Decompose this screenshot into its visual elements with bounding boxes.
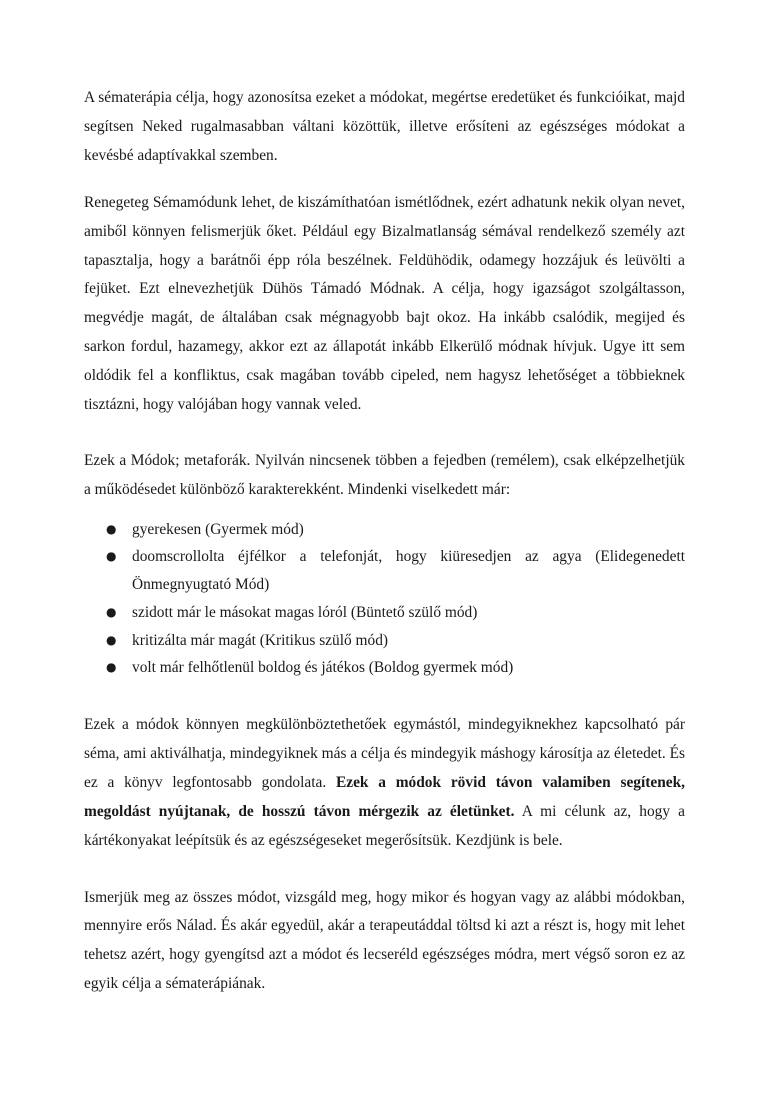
key-idea-end: A mi célunk az, hogy a kártékonyakat leépítsük és az egészségeseket megerősítsük. Kezdjünk is bele.: [84, 802, 686, 849]
paragraph-metaphors: Ezek a Módok; metaforák. Nyilván nincsenek többen a fejedben (remélem), csak elképzelhetjük a működésedet különböző karakterekként. Mindenki viselkedett már:: [84, 451, 685, 498]
list-item: ● szidott már le másokat magas lóról (Büntető szülő mód): [84, 599, 685, 627]
paragraph-schema-modes: Renegeteg Sémamódunk lehet, de kiszámíthatóan ismétlődnek, ezért adhatunk nekik olyan nevet, amiből könnyen felismerjük őket. Például egy Bizalmatlanság sémával rendelkező személy azt tapasztalja, hogy a barátnői épp róla beszélnek. Feldühödik, odamegy hozzájuk és leüvölti a fejüket. Ezt elnevezhetjük Dühös Támadó Módnak. A célja, hogy igazságot szolgáltasson, megvédje magát, de általában csak mégnagyobb bajt okoz. Ha inkább csalódik, megijed és sarkon fordul, hazamegy, akkor ezt az állapotát inkább Elkerülő módnak hívjuk. Ugye itt sem oldódik fel a konfliktus, csak magában tovább cipeled, nem hagysz lehetőséget a többieknek tisztázni, hogy valójában hogy vannak veled.: [84, 193, 685, 414]
mode-list: [84, 516, 685, 682]
list-item: ● doomscrollolta éjfélkor a telefonját, hogy kiüresedjen az agya (Elidegenedett Önmegnyugtató Mód): [84, 543, 685, 598]
key-idea-bold: Ezek a módok rövid távon valamiben segítenek, megoldást nyújtanak, de hosszú távon mérgezik az életünket.: [84, 773, 686, 820]
key-idea-start: Ezek a módok könnyen megkülönböztethetőek egymástól, mindegyiknekhez kapcsolható pár séma, ami aktiválhatja, mindegyiknek más a célja és mindegyik máshogy károsítja az életedet. És ez a könyv legfontosabb gondolata.: [84, 716, 685, 791]
paragraph-intro: A sématerápia célja, hogy azonosítsa ezeket a módokat, megértse eredetüket és funkcióikat, majd segítsen Neked rugalmasabban váltani közöttük, illetve erősíteni az egészséges módokat a kevésbé adaptívakkal szemben.: [84, 89, 685, 164]
paragraph-exercise: Ismerjük meg az összes módot, vizsgáld meg, hogy mikor és hogyan vagy az alábbi módokban, mennyire erős Nálad. És akár egyedül, akár a terapeutáddal töltsd ki azt a részt is, hogy mit lehet tehetsz azért, hogy gyengítsd azt a módot és lecseréld egészséges módra, mert végső soron ez az egyik célja a sématerápiának.: [84, 888, 685, 993]
paragraph-key-idea: [84, 711, 685, 856]
list-item: ● volt már felhőtlenül boldog és játékos (Boldog gyermek mód): [84, 654, 685, 682]
list-item: ● kritizálta már magát (Kritikus szülő mód): [84, 627, 685, 655]
list-item: ● gyerekesen (Gyermek mód): [84, 516, 685, 544]
